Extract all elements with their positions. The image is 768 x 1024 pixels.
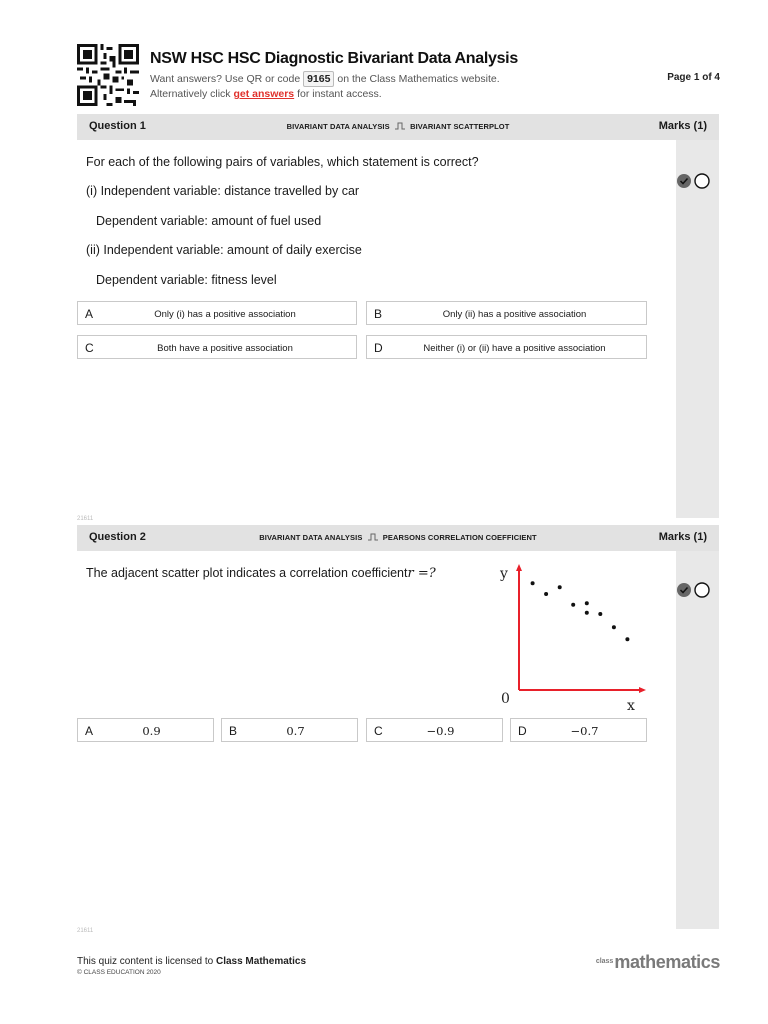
empty-circle-icon <box>695 583 709 597</box>
scatter-plot <box>495 560 655 715</box>
question-1-side-column <box>676 140 719 518</box>
option-text: 0.9 <box>142 724 161 738</box>
question-2-option-b[interactable] <box>221 718 358 742</box>
access-code: 9165 <box>303 71 334 87</box>
option-letter: C <box>374 724 383 738</box>
license-name: Class Mathematics <box>215 956 307 967</box>
question-1-prompt: For each of the following pairs of variables, which statement is correct? <box>86 155 479 169</box>
option-text: 0.7 <box>286 724 305 738</box>
option-text: −0.9 <box>426 724 455 738</box>
x-axis-arrow <box>639 687 646 693</box>
question-1-label: Question 1 <box>89 120 146 132</box>
question-2-option-a[interactable] <box>77 718 214 742</box>
license-text <box>77 956 306 967</box>
question-1-option-d[interactable] <box>366 335 647 359</box>
question-2-option-c[interactable] <box>366 718 503 742</box>
class-mathematics-logo[interactable] <box>596 952 720 973</box>
question-1-topic-main: BIVARIANT DATA ANALYSIS <box>286 122 390 131</box>
option-text: −0.7 <box>570 724 599 738</box>
option-letter: B <box>374 307 383 321</box>
question-2-prompt <box>86 566 436 581</box>
option-letter: A <box>85 307 94 321</box>
question-2-option-d[interactable] <box>510 718 647 742</box>
answers-line-1 <box>150 71 500 87</box>
option-letter: D <box>518 724 527 738</box>
question-2-label: Question 2 <box>89 531 146 543</box>
scatter-point <box>571 603 575 607</box>
option-letter: B <box>229 724 238 738</box>
scatter-point <box>625 637 629 641</box>
y-axis-label: y <box>500 566 508 582</box>
question-1-marks: Marks (1) <box>658 120 707 132</box>
qr-code[interactable] <box>76 44 140 106</box>
question-2-id: 21611 <box>77 928 94 934</box>
question-1-mark-toggle[interactable] <box>676 173 712 189</box>
answers-info <box>150 71 500 101</box>
question-1-line: Dependent variable: fitness level <box>96 273 277 287</box>
answers-line-2-prefix: Alternatively click <box>150 88 231 100</box>
question-1-id: 21611 <box>77 516 94 522</box>
answers-line-2-suffix: for instant access. <box>297 88 382 100</box>
question-2-topic-main: BIVARIANT DATA ANALYSIS <box>259 533 363 542</box>
question-1-line: (i) Independent variable: distance travelled by car <box>86 184 360 198</box>
option-text: Only (i) has a positive association <box>154 309 296 320</box>
option-text: Only (ii) has a positive association <box>442 309 587 320</box>
option-letter: D <box>374 341 383 355</box>
scatter-point <box>598 612 602 616</box>
question-2-topic <box>77 533 719 542</box>
question-1-option-a[interactable] <box>77 301 357 325</box>
question-1-option-b[interactable] <box>366 301 647 325</box>
question-2-side-column <box>676 551 719 929</box>
scatter-point <box>585 611 589 615</box>
answers-line-1-prefix: Want answers? Use QR or code <box>150 73 301 85</box>
option-letter: A <box>85 724 94 738</box>
option-text: Both have a positive association <box>157 343 293 354</box>
topic-separator-icon <box>367 533 379 541</box>
x-axis-label: x <box>627 698 635 714</box>
question-2-math: r =? <box>407 566 436 581</box>
answers-line-1-suffix: on the Class Mathematics website. <box>337 73 500 85</box>
question-2-prompt-text: The adjacent scatter plot indicates a correlation coefficient <box>86 566 408 580</box>
copyright: © CLASS EDUCATION 2020 <box>77 969 161 976</box>
scatter-point <box>544 592 548 596</box>
question-2-topic-sub: PEARSONS CORRELATION COEFFICIENT <box>382 533 537 542</box>
question-1-option-c[interactable] <box>77 335 357 359</box>
question-1-topic <box>77 122 719 131</box>
question-2-header <box>77 525 719 551</box>
question-1-topic-sub: BIVARIANT SCATTERPLOT <box>410 122 510 131</box>
option-letter: C <box>85 341 94 355</box>
question-2-marks: Marks (1) <box>658 531 707 543</box>
scatter-point <box>558 585 562 589</box>
question-1-line: (ii) Independent variable: amount of daily exercise <box>86 243 362 257</box>
answers-line-2 <box>150 87 500 101</box>
page-title: NSW HSC HSC Diagnostic Bivariant Data Analysis <box>150 50 518 67</box>
scatter-point <box>585 601 589 605</box>
logo-big-text: mathematics <box>614 952 720 972</box>
page-number: Page 1 of 4 <box>667 72 720 83</box>
origin-label: 0 <box>501 691 510 707</box>
option-text: Neither (i) or (ii) have a positive association <box>423 343 606 354</box>
scatter-point <box>531 581 535 585</box>
get-answers-link[interactable]: get answers <box>233 88 295 100</box>
logo-small-text: class <box>595 958 614 965</box>
empty-circle-icon <box>695 174 709 188</box>
question-1-line: Dependent variable: amount of fuel used <box>96 214 322 228</box>
topic-separator-icon <box>394 122 406 130</box>
scatter-point <box>612 625 616 629</box>
question-1-header <box>77 114 719 140</box>
question-2-mark-toggle[interactable] <box>676 582 712 598</box>
license-prefix: This quiz content is licensed to <box>77 956 214 967</box>
y-axis-arrow <box>516 564 522 571</box>
